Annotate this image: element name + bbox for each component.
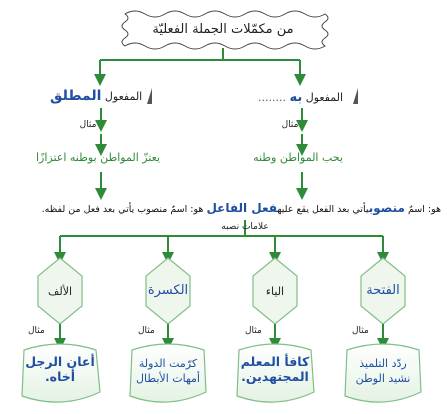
branch-mutlaq-label — [50, 88, 142, 104]
sign-yaa-example: كافأ المعلم المجتهدين. — [240, 354, 310, 384]
definition-part1: هو: اسمٌ — [407, 204, 441, 215]
branch-bihi-prefix: المفعول — [305, 91, 344, 104]
triangle-marker-mutlaq — [147, 88, 152, 104]
sign-alif-example: أعان الرجل أخاه. — [25, 354, 95, 384]
branch-mutlaq-prefix: المفعول — [104, 90, 143, 103]
triangle-marker-bihi — [353, 88, 358, 104]
sign-kasra-example-word: مثال — [138, 326, 155, 336]
signs-label: علامات نصبه — [221, 222, 269, 232]
sign-fatha-example-word: مثال — [352, 326, 369, 336]
sign-fatha-example: ردّد التلميذ نشيد الوطن — [355, 357, 411, 385]
branch-bihi-label — [258, 90, 343, 105]
branch-mutlaq-example: يعتزّ المواطن بوطنه اعتزازًا — [35, 151, 161, 164]
branch-bihi-dots: ........ — [258, 91, 286, 104]
definition-part3: يأتي بعد الفعل يقع عليه — [277, 204, 369, 215]
sign-yaa-example-word: مثال — [245, 326, 262, 336]
definition-line — [42, 201, 441, 215]
sign-alif-example-word: مثال — [28, 326, 45, 336]
title: من مكمّلات الجملة الفعليّة — [152, 21, 294, 37]
branch-mutlaq-example-word: مثال — [79, 120, 97, 130]
sign-name-yaa: الياء — [265, 285, 285, 298]
sign-name-alif: الألف — [47, 285, 73, 298]
sign-name-kasra: الكسرة — [147, 283, 189, 298]
branch-bihi-main: به — [289, 90, 303, 105]
branch-mutlaq-main: المطلق — [50, 88, 102, 104]
sign-name-fatha: الفتحة — [366, 283, 400, 298]
definition-part4: فعل الفاعل — [206, 201, 278, 215]
definition-part5: هو: اسمٌ منصوب يأتي بعد فعل من لفظه. — [41, 204, 204, 215]
definition-part2: منصوب — [368, 201, 405, 215]
branch-bihi-example: يحب المواطن وطنه — [253, 151, 343, 164]
branch-bihi-example-word: مثال — [281, 120, 299, 130]
sign-kasra-example: كرّمت الدولة أمهات الأبطال — [136, 357, 200, 385]
